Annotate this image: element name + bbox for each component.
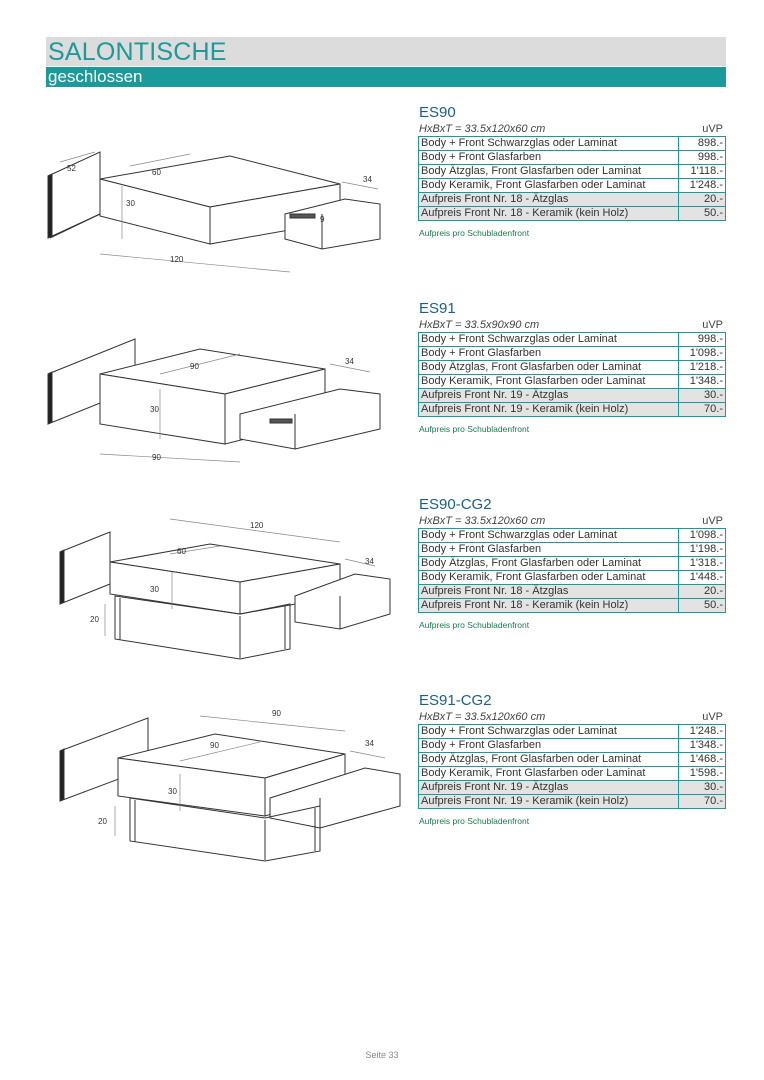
dims-row <box>419 710 725 724</box>
price-row <box>419 165 726 179</box>
row-label: Aufpreis Front Nr. 19 - Keramik (kein Holz) <box>419 403 679 417</box>
row-price: 70.- <box>679 403 726 417</box>
row-price: 50.- <box>679 207 726 221</box>
row-price: 50.- <box>679 599 726 613</box>
surcharge-row <box>419 781 726 795</box>
uvp-label: uVP <box>702 319 723 331</box>
dim-label: 30 <box>150 405 159 414</box>
price-table <box>418 528 726 613</box>
dim-label: 20 <box>90 615 99 624</box>
dim-label: 60 <box>152 168 161 177</box>
row-label: Body + Front Schwarzglas oder Laminat <box>419 529 679 543</box>
dim-label: 9 <box>320 215 325 224</box>
dim-label: 34 <box>365 739 374 748</box>
dims-row <box>419 318 725 332</box>
product-dims: HxBxT = 33.5x120x60 cm <box>419 123 546 135</box>
row-price: 998.- <box>679 333 726 347</box>
dim-label: 52 <box>67 164 76 173</box>
row-label: Body + Front Schwarzglas oder Laminat <box>419 137 679 151</box>
row-label: Body Ätzglas, Front Glasfarben oder Laminat <box>419 557 679 571</box>
dim-label: 120 <box>250 521 264 530</box>
product-drawing <box>40 144 410 319</box>
row-price: 20.- <box>679 193 726 207</box>
row-label: Body + Front Glasfarben <box>419 151 679 165</box>
product-dims: HxBxT = 33.5x120x60 cm <box>419 515 546 527</box>
price-row <box>419 753 726 767</box>
dim-label: 34 <box>345 357 354 366</box>
price-row <box>419 375 726 389</box>
subheader-bar <box>46 67 726 87</box>
row-label: Body + Front Glasfarben <box>419 347 679 361</box>
dims-row <box>419 122 725 136</box>
dim-label: 90 <box>190 362 199 371</box>
row-price: 20.- <box>679 585 726 599</box>
dim-label: 90 <box>152 453 161 462</box>
row-price: 1'248.- <box>679 179 726 193</box>
price-table <box>418 136 726 221</box>
price-row <box>419 557 726 571</box>
surcharge-row <box>419 207 726 221</box>
page-title: SALONTISCHE <box>48 38 227 66</box>
row-label: Body Keramik, Front Glasfarben oder Laminat <box>419 375 679 389</box>
product-name: ES90-CG2 <box>419 496 492 513</box>
price-row <box>419 347 726 361</box>
row-price: 30.- <box>679 781 726 795</box>
dim-label: 34 <box>363 175 372 184</box>
dim-label: 30 <box>150 585 159 594</box>
row-label: Body Ätzglas, Front Glasfarben oder Laminat <box>419 753 679 767</box>
product-dims: HxBxT = 33.5x120x60 cm <box>419 711 546 723</box>
row-label: Aufpreis Front Nr. 18 - Keramik (kein Holz) <box>419 207 679 221</box>
row-label: Body Ätzglas, Front Glasfarben oder Laminat <box>419 165 679 179</box>
row-price: 898.- <box>679 137 726 151</box>
product-drawing <box>40 706 410 881</box>
row-label: Body + Front Schwarzglas oder Laminat <box>419 725 679 739</box>
dims-row <box>419 514 725 528</box>
row-price: 1'318.- <box>679 557 726 571</box>
dim-label: 120 <box>170 255 184 264</box>
row-label: Body Ätzglas, Front Glasfarben oder Laminat <box>419 361 679 375</box>
table-drawing-es91 <box>40 334 410 509</box>
row-price: 1'118.- <box>679 165 726 179</box>
price-row <box>419 725 726 739</box>
row-price: 1'198.- <box>679 543 726 557</box>
row-price: 1'098.- <box>679 529 726 543</box>
surcharge-row <box>419 795 726 809</box>
header-bar <box>46 37 726 66</box>
row-price: 1'348.- <box>679 375 726 389</box>
row-price: 1'448.- <box>679 571 726 585</box>
table-drawing-es90 <box>40 144 410 319</box>
row-price: 1'598.- <box>679 767 726 781</box>
product-drawing <box>40 334 410 509</box>
price-row <box>419 179 726 193</box>
surcharge-row <box>419 193 726 207</box>
row-price: 70.- <box>679 795 726 809</box>
surcharge-row <box>419 585 726 599</box>
price-row <box>419 543 726 557</box>
row-label: Aufpreis Front Nr. 18 - Keramik (kein Holz) <box>419 599 679 613</box>
price-row <box>419 333 726 347</box>
surcharge-row <box>419 389 726 403</box>
surcharge-note: Aufpreis pro Schubladenfront <box>419 620 530 630</box>
dim-label: 30 <box>126 199 135 208</box>
page-subtitle: geschlossen <box>48 67 143 86</box>
product-name: ES91-CG2 <box>419 692 492 709</box>
product-dims: HxBxT = 33.5x90x90 cm <box>419 319 540 331</box>
price-row <box>419 151 726 165</box>
surcharge-note: Aufpreis pro Schubladenfront <box>419 816 530 826</box>
table-drawing-es90-cg2 <box>40 514 410 689</box>
page-number: Seite 33 <box>365 1050 399 1060</box>
row-price: 998.- <box>679 151 726 165</box>
row-label: Aufpreis Front Nr. 19 - Ätzglas <box>419 389 679 403</box>
price-row <box>419 767 726 781</box>
product-drawing <box>40 514 410 689</box>
row-label: Body Keramik, Front Glasfarben oder Laminat <box>419 767 679 781</box>
dim-label: 90 <box>210 741 219 750</box>
row-price: 1'248.- <box>679 725 726 739</box>
dim-label: 20 <box>98 817 107 826</box>
dim-label: 60 <box>177 547 186 556</box>
price-row <box>419 739 726 753</box>
row-label: Aufpreis Front Nr. 18 - Ätzglas <box>419 193 679 207</box>
row-label: Body + Front Glasfarben <box>419 543 679 557</box>
row-price: 1'348.- <box>679 739 726 753</box>
row-label: Body + Front Glasfarben <box>419 739 679 753</box>
uvp-label: uVP <box>702 711 723 723</box>
price-table <box>418 724 726 809</box>
uvp-label: uVP <box>702 515 723 527</box>
surcharge-note: Aufpreis pro Schubladenfront <box>419 424 530 434</box>
row-label: Aufpreis Front Nr. 18 - Ätzglas <box>419 585 679 599</box>
row-price: 1'098.- <box>679 347 726 361</box>
row-price: 1'218.- <box>679 361 726 375</box>
product-name: ES91 <box>419 300 456 317</box>
product-name: ES90 <box>419 104 456 121</box>
row-label: Aufpreis Front Nr. 19 - Keramik (kein Holz) <box>419 795 679 809</box>
surcharge-row <box>419 403 726 417</box>
price-row <box>419 571 726 585</box>
dim-label: 34 <box>365 557 374 566</box>
table-drawing-es91-cg2 <box>40 706 410 881</box>
price-row <box>419 137 726 151</box>
surcharge-row <box>419 599 726 613</box>
price-row <box>419 529 726 543</box>
surcharge-note: Aufpreis pro Schubladenfront <box>419 228 530 238</box>
dim-label: 90 <box>272 709 281 718</box>
row-label: Body + Front Schwarzglas oder Laminat <box>419 333 679 347</box>
price-table <box>418 332 726 417</box>
row-label: Aufpreis Front Nr. 19 - Ätzglas <box>419 781 679 795</box>
row-price: 30.- <box>679 389 726 403</box>
row-label: Body Keramik, Front Glasfarben oder Laminat <box>419 571 679 585</box>
row-label: Body Keramik, Front Glasfarben oder Laminat <box>419 179 679 193</box>
uvp-label: uVP <box>702 123 723 135</box>
row-price: 1'468.- <box>679 753 726 767</box>
dim-label: 30 <box>168 787 177 796</box>
price-row <box>419 361 726 375</box>
